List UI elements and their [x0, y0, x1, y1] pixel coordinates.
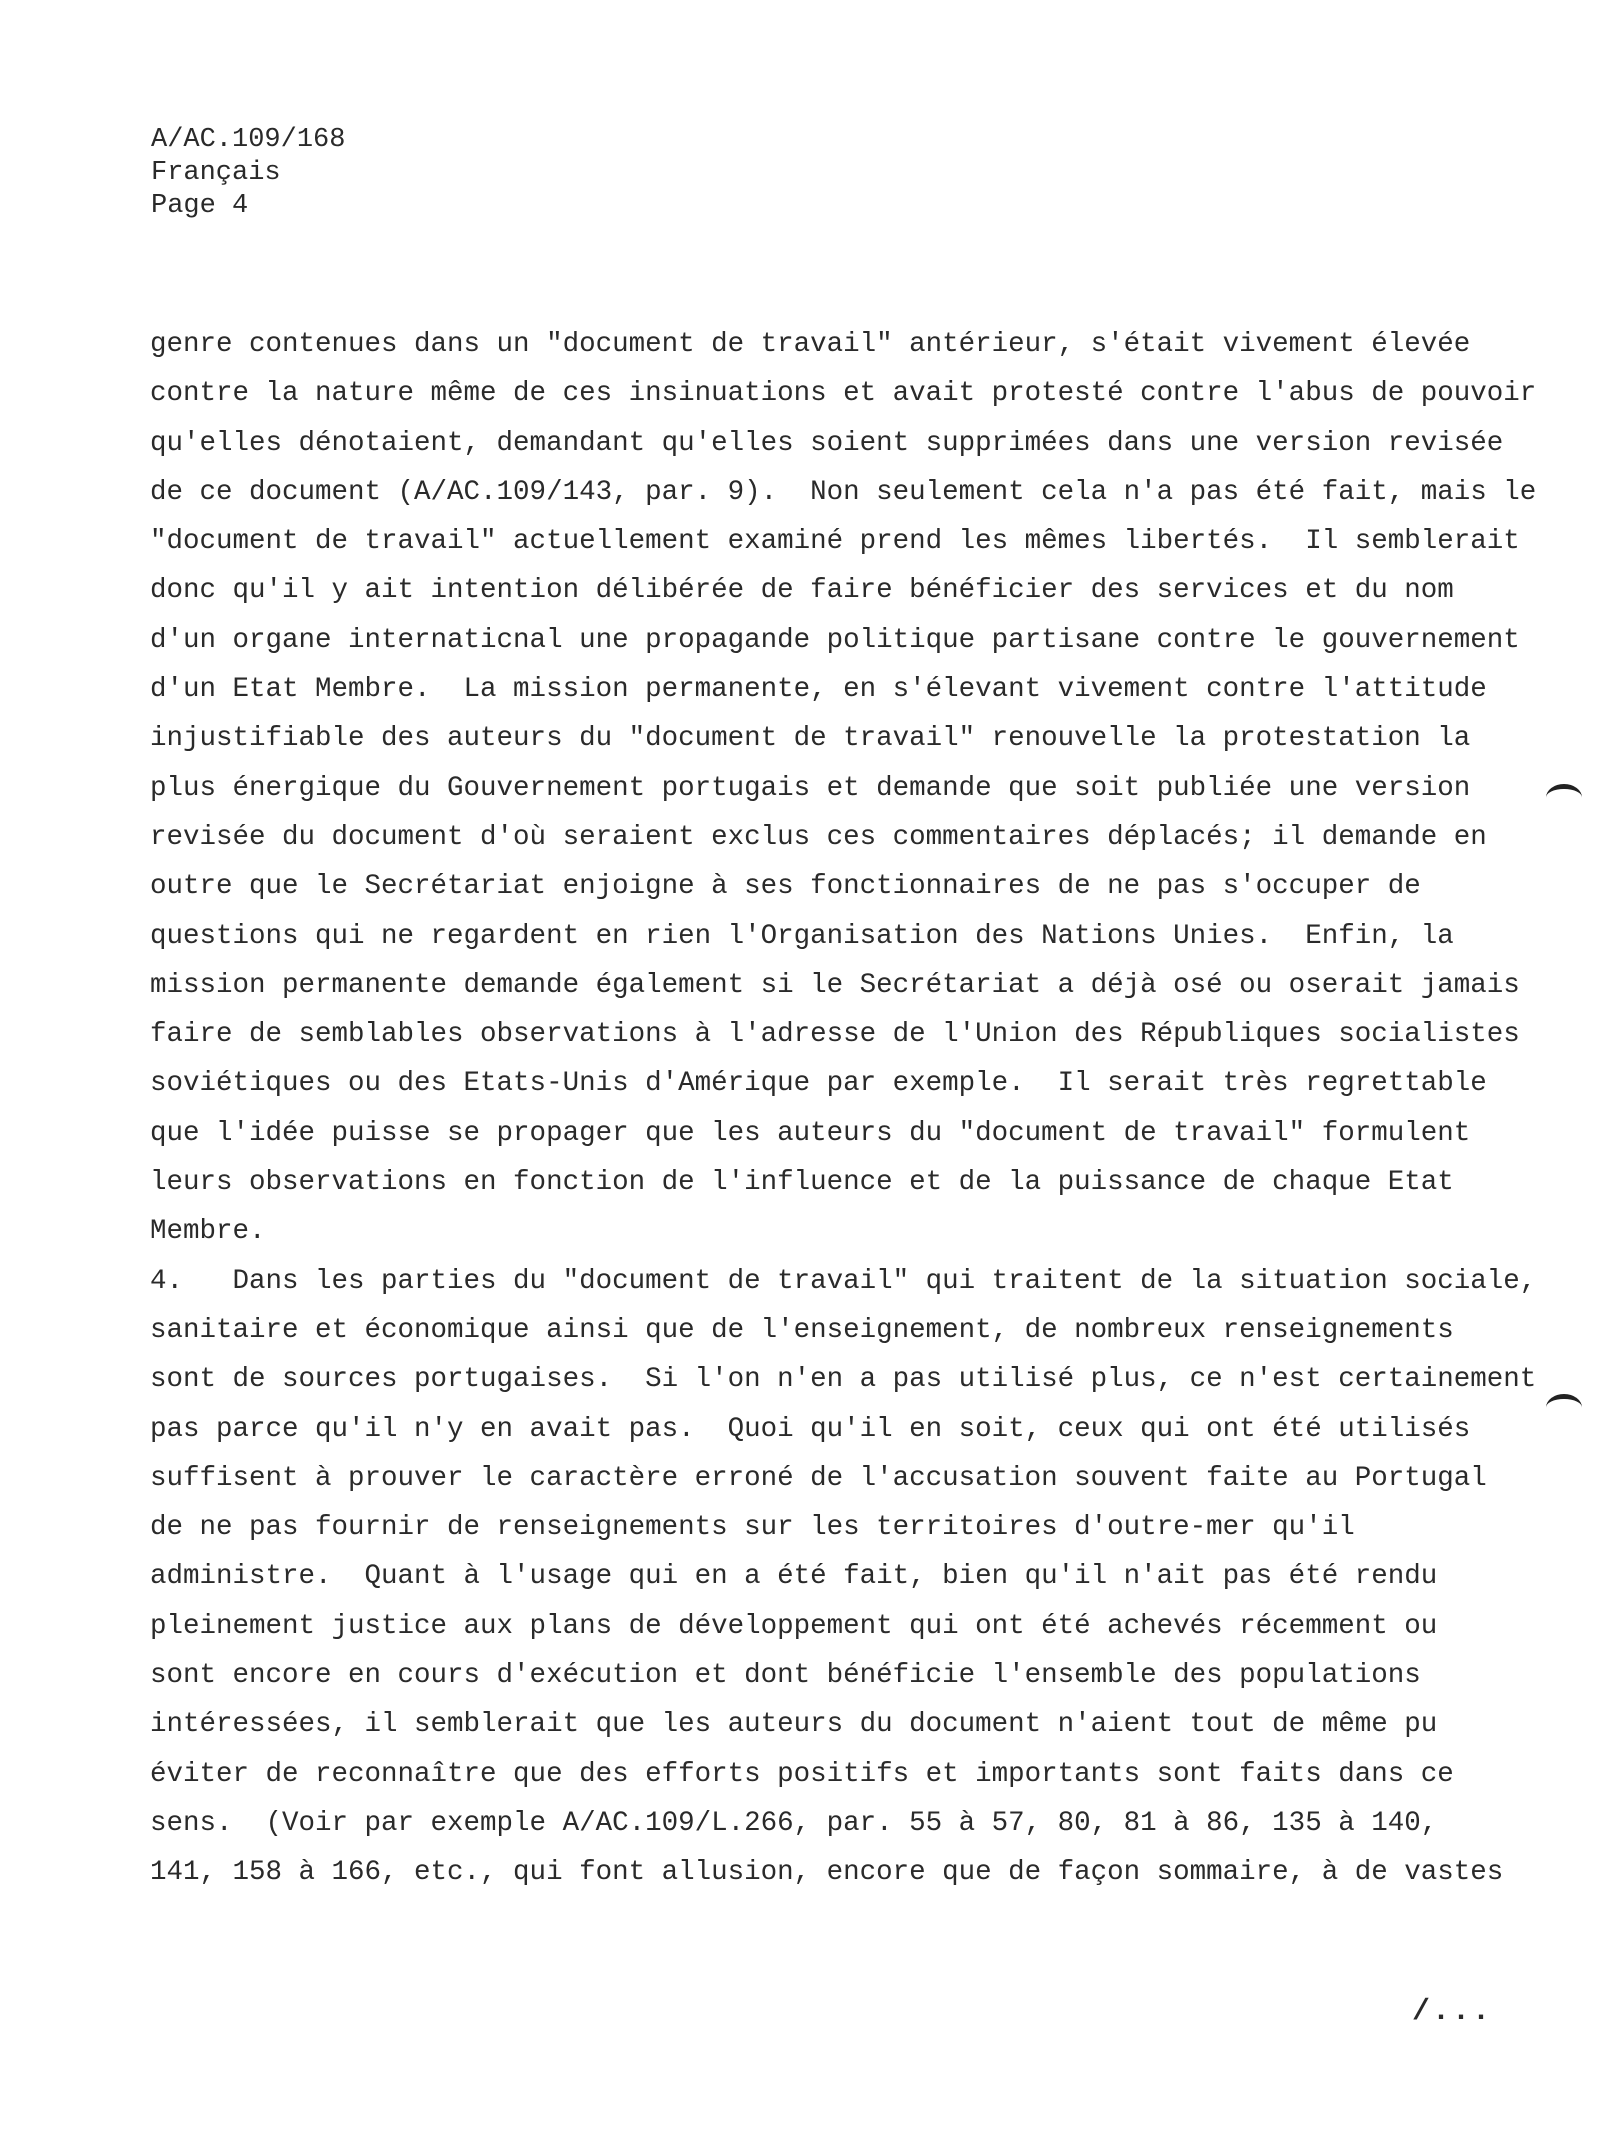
text-line: suffisent à prouver le caractère erroné de l'accusation souvent faite au Portugal	[150, 1462, 1487, 1494]
text-line: injustifiable des auteurs du "document de travail" renouvelle la protestation la	[150, 723, 1471, 755]
text-line: d'un Etat Membre. La mission permanente, en s'élevant vivement contre l'attitude	[150, 674, 1487, 706]
paragraph-4-start: 4. Dans les parties du "document de travail" qui traitent de la situation sociale,	[150, 1265, 1537, 1297]
margin-mark	[1546, 1394, 1582, 1421]
text-line: 141, 158 à 166, etc., qui font allusion, encore que de façon sommaire, à de vastes	[150, 1857, 1504, 1889]
text-line: pleinement justice aux plans de développement qui ont été achevés récemment ou	[150, 1610, 1438, 1642]
text-line: intéressées, il semblerait que les auteurs du document n'aient tout de même pu	[150, 1709, 1438, 1741]
document-symbol: A/AC.109/168	[151, 125, 346, 155]
text-line: d'un organe internaticnal une propagande politique partisane contre le gouvernement	[150, 624, 1520, 656]
text-line: donc qu'il y ait intention délibérée de faire bénéficier des services et du nom	[150, 575, 1454, 607]
text-line: leurs observations en fonction de l'influence et de la puissance de chaque Etat	[150, 1167, 1454, 1199]
document-header	[151, 124, 345, 223]
text-line: éviter de reconnaître que des efforts positifs et importants sont faits dans ce	[150, 1758, 1454, 1790]
text-line: soviétiques ou des Etats-Unis d'Amérique par exemple. Il serait très regrettable	[150, 1068, 1487, 1100]
text-line: pas parce qu'il n'y en avait pas. Quoi qu'il en soit, ceux qui ont été utilisés	[150, 1413, 1471, 1445]
document-language: Français	[151, 158, 281, 188]
text-line: plus énergique du Gouvernement portugais et demande que soit publiée une version	[150, 772, 1471, 804]
text-line: sont encore en cours d'exécution et dont bénéficie l'ensemble des populations	[150, 1660, 1421, 1692]
text-line: sanitaire et économique ainsi que de l'enseignement, de nombreux renseignements	[150, 1314, 1454, 1346]
text-line: mission permanente demande également si le Secrétariat a déjà osé ou oserait jamais	[150, 969, 1520, 1001]
text-line: administre. Quant à l'usage qui en a été fait, bien qu'il n'ait pas été rendu	[150, 1561, 1438, 1593]
text-line: outre que le Secrétariat enjoigne à ses fonctionnaires de ne pas s'occuper de	[150, 871, 1421, 903]
text-line: revisée du document d'où seraient exclus ces commentaires déplacés; il demande en	[150, 821, 1487, 853]
text-line: qu'elles dénotaient, demandant qu'elles soient supprimées dans une version revisée	[150, 427, 1504, 459]
text-line: Membre.	[150, 1216, 266, 1248]
text-line: sont de sources portugaises. Si l'on n'en a pas utilisé plus, ce n'est certainement	[150, 1364, 1537, 1396]
text-line: que l'idée puisse se propager que les auteurs du "document de travail" formulent	[150, 1117, 1471, 1149]
text-line: "document de travail" actuellement examiné prend les mêmes libertés. Il semblerait	[150, 526, 1520, 558]
text-line: de ce document (A/AC.109/143, par. 9). Non seulement cela n'a pas été fait, mais le	[150, 476, 1537, 508]
continuation-marker: /...	[1412, 1995, 1493, 2029]
page-number: Page 4	[151, 191, 249, 221]
margin-mark	[1546, 784, 1582, 811]
text-line: de ne pas fournir de renseignements sur les territoires d'outre-mer qu'il	[150, 1512, 1355, 1544]
text-line: faire de semblables observations à l'adresse de l'Union des Républiques socialistes	[150, 1019, 1520, 1051]
text-line: sens. (Voir par exemple A/AC.109/L.266, par. 55 à 57, 80, 81 à 86, 135 à 140,	[150, 1807, 1438, 1839]
document-body	[150, 320, 1537, 1898]
text-line: questions qui ne regardent en rien l'Organisation des Nations Unies. Enfin, la	[150, 920, 1454, 952]
text-line: contre la nature même de ces insinuations et avait protesté contre l'abus de pouvoir	[150, 378, 1537, 410]
text-line: genre contenues dans un "document de travail" antérieur, s'était vivement élevée	[150, 329, 1471, 360]
